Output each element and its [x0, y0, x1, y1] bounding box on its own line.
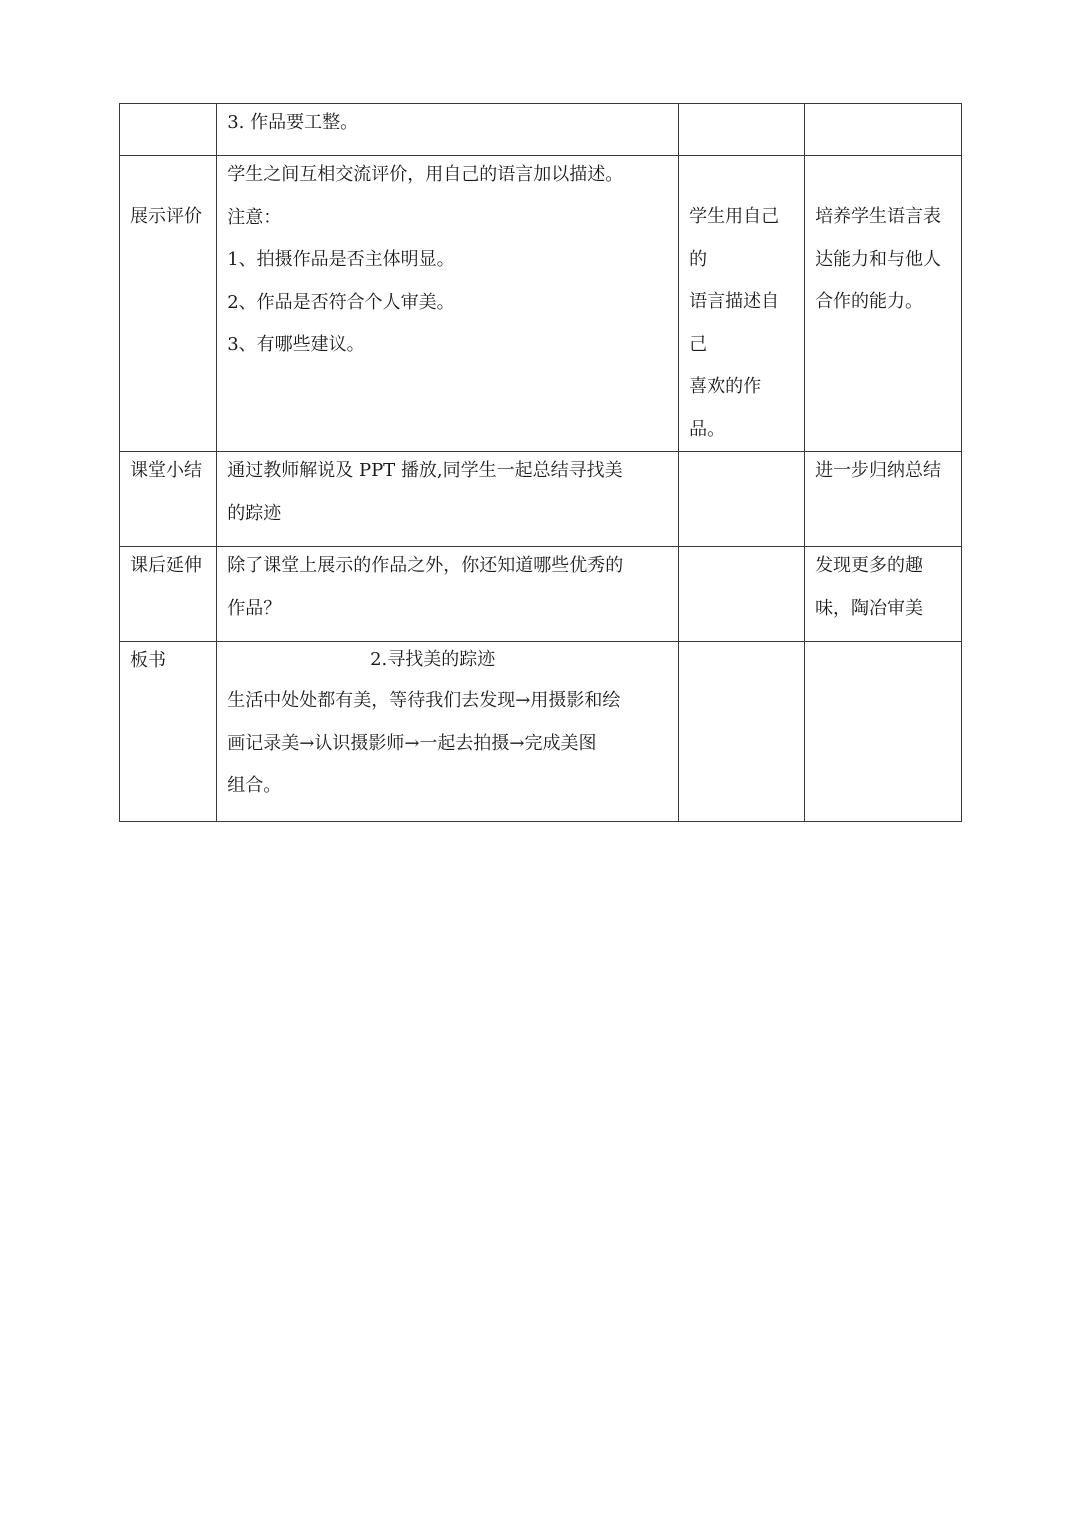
- design-intent-cell: [805, 452, 962, 547]
- content-cell: [217, 642, 679, 822]
- student-activity-cell: [679, 547, 805, 642]
- lesson-plan-table: [119, 103, 962, 822]
- stage-cell: [120, 642, 217, 822]
- student-activity-cell: [679, 452, 805, 547]
- intent-line: 达能力和与他人: [815, 248, 942, 270]
- activity-line: 语言描述自己: [689, 291, 780, 355]
- design-intent-cell: [805, 547, 962, 642]
- content-line: 1、拍摄作品是否主体明显。: [227, 249, 455, 270]
- content-cell: [217, 452, 679, 547]
- content-line: 生活中处处都有美，等待我们去发现→用摄影和绘: [227, 690, 621, 711]
- table-row: [120, 156, 962, 452]
- stage-label: 展示评价: [130, 206, 202, 227]
- content-line: 的踪迹: [227, 502, 282, 524]
- intent-line: 合作的能力。: [815, 291, 924, 312]
- content-line: 通过教师解说及 PPT 播放,同学生一起总结寻找美: [227, 460, 623, 481]
- table-row: [120, 452, 962, 547]
- board-title: 2.寻找美的踪迹: [370, 649, 496, 670]
- stage-cell: [120, 104, 217, 156]
- design-intent-cell: [805, 156, 962, 452]
- content-line: 注意：: [227, 206, 282, 228]
- intent-line: 发现更多的趣: [815, 555, 924, 576]
- content-line: 学生之间互相交流评价，用自己的语言加以描述。: [227, 164, 624, 185]
- table-row: [120, 104, 962, 156]
- stage-label: 板书: [130, 650, 166, 671]
- intent-line: 培养学生语言表: [815, 206, 942, 227]
- content-line: 2、作品是否符合个人审美。: [227, 291, 455, 313]
- design-intent-cell: [805, 104, 962, 156]
- content-cell: [217, 104, 679, 156]
- stage-cell: [120, 452, 217, 547]
- table-row: [120, 642, 962, 822]
- intent-line: 进一步归纳总结: [815, 460, 942, 481]
- content-line: 除了课堂上展示的作品之外，你还知道哪些优秀的: [227, 555, 624, 576]
- content-line: 3. 作品要工整。: [227, 112, 359, 133]
- activity-line: 喜欢的作品。: [689, 376, 762, 440]
- stage-cell: [120, 547, 217, 642]
- student-activity-cell: [679, 642, 805, 822]
- stage-label: 课后延伸: [130, 555, 202, 576]
- content-cell: [217, 547, 679, 642]
- content-line: 3、有哪些建议。: [227, 334, 365, 355]
- stage-label: 课堂小结: [130, 460, 202, 481]
- stage-cell: [120, 156, 217, 452]
- activity-line: 学生用自己的: [689, 206, 780, 270]
- table-row: [120, 547, 962, 642]
- content-cell: [217, 156, 679, 452]
- content-line: 组合。: [227, 775, 282, 796]
- student-activity-cell: [679, 104, 805, 156]
- intent-line: 味，陶冶审美: [815, 597, 924, 619]
- student-activity-cell: [679, 156, 805, 452]
- content-line: 画记录美→认识摄影师→一起去拍摄→完成美图: [227, 732, 597, 754]
- design-intent-cell: [805, 642, 962, 822]
- content-line: 作品？: [227, 597, 282, 619]
